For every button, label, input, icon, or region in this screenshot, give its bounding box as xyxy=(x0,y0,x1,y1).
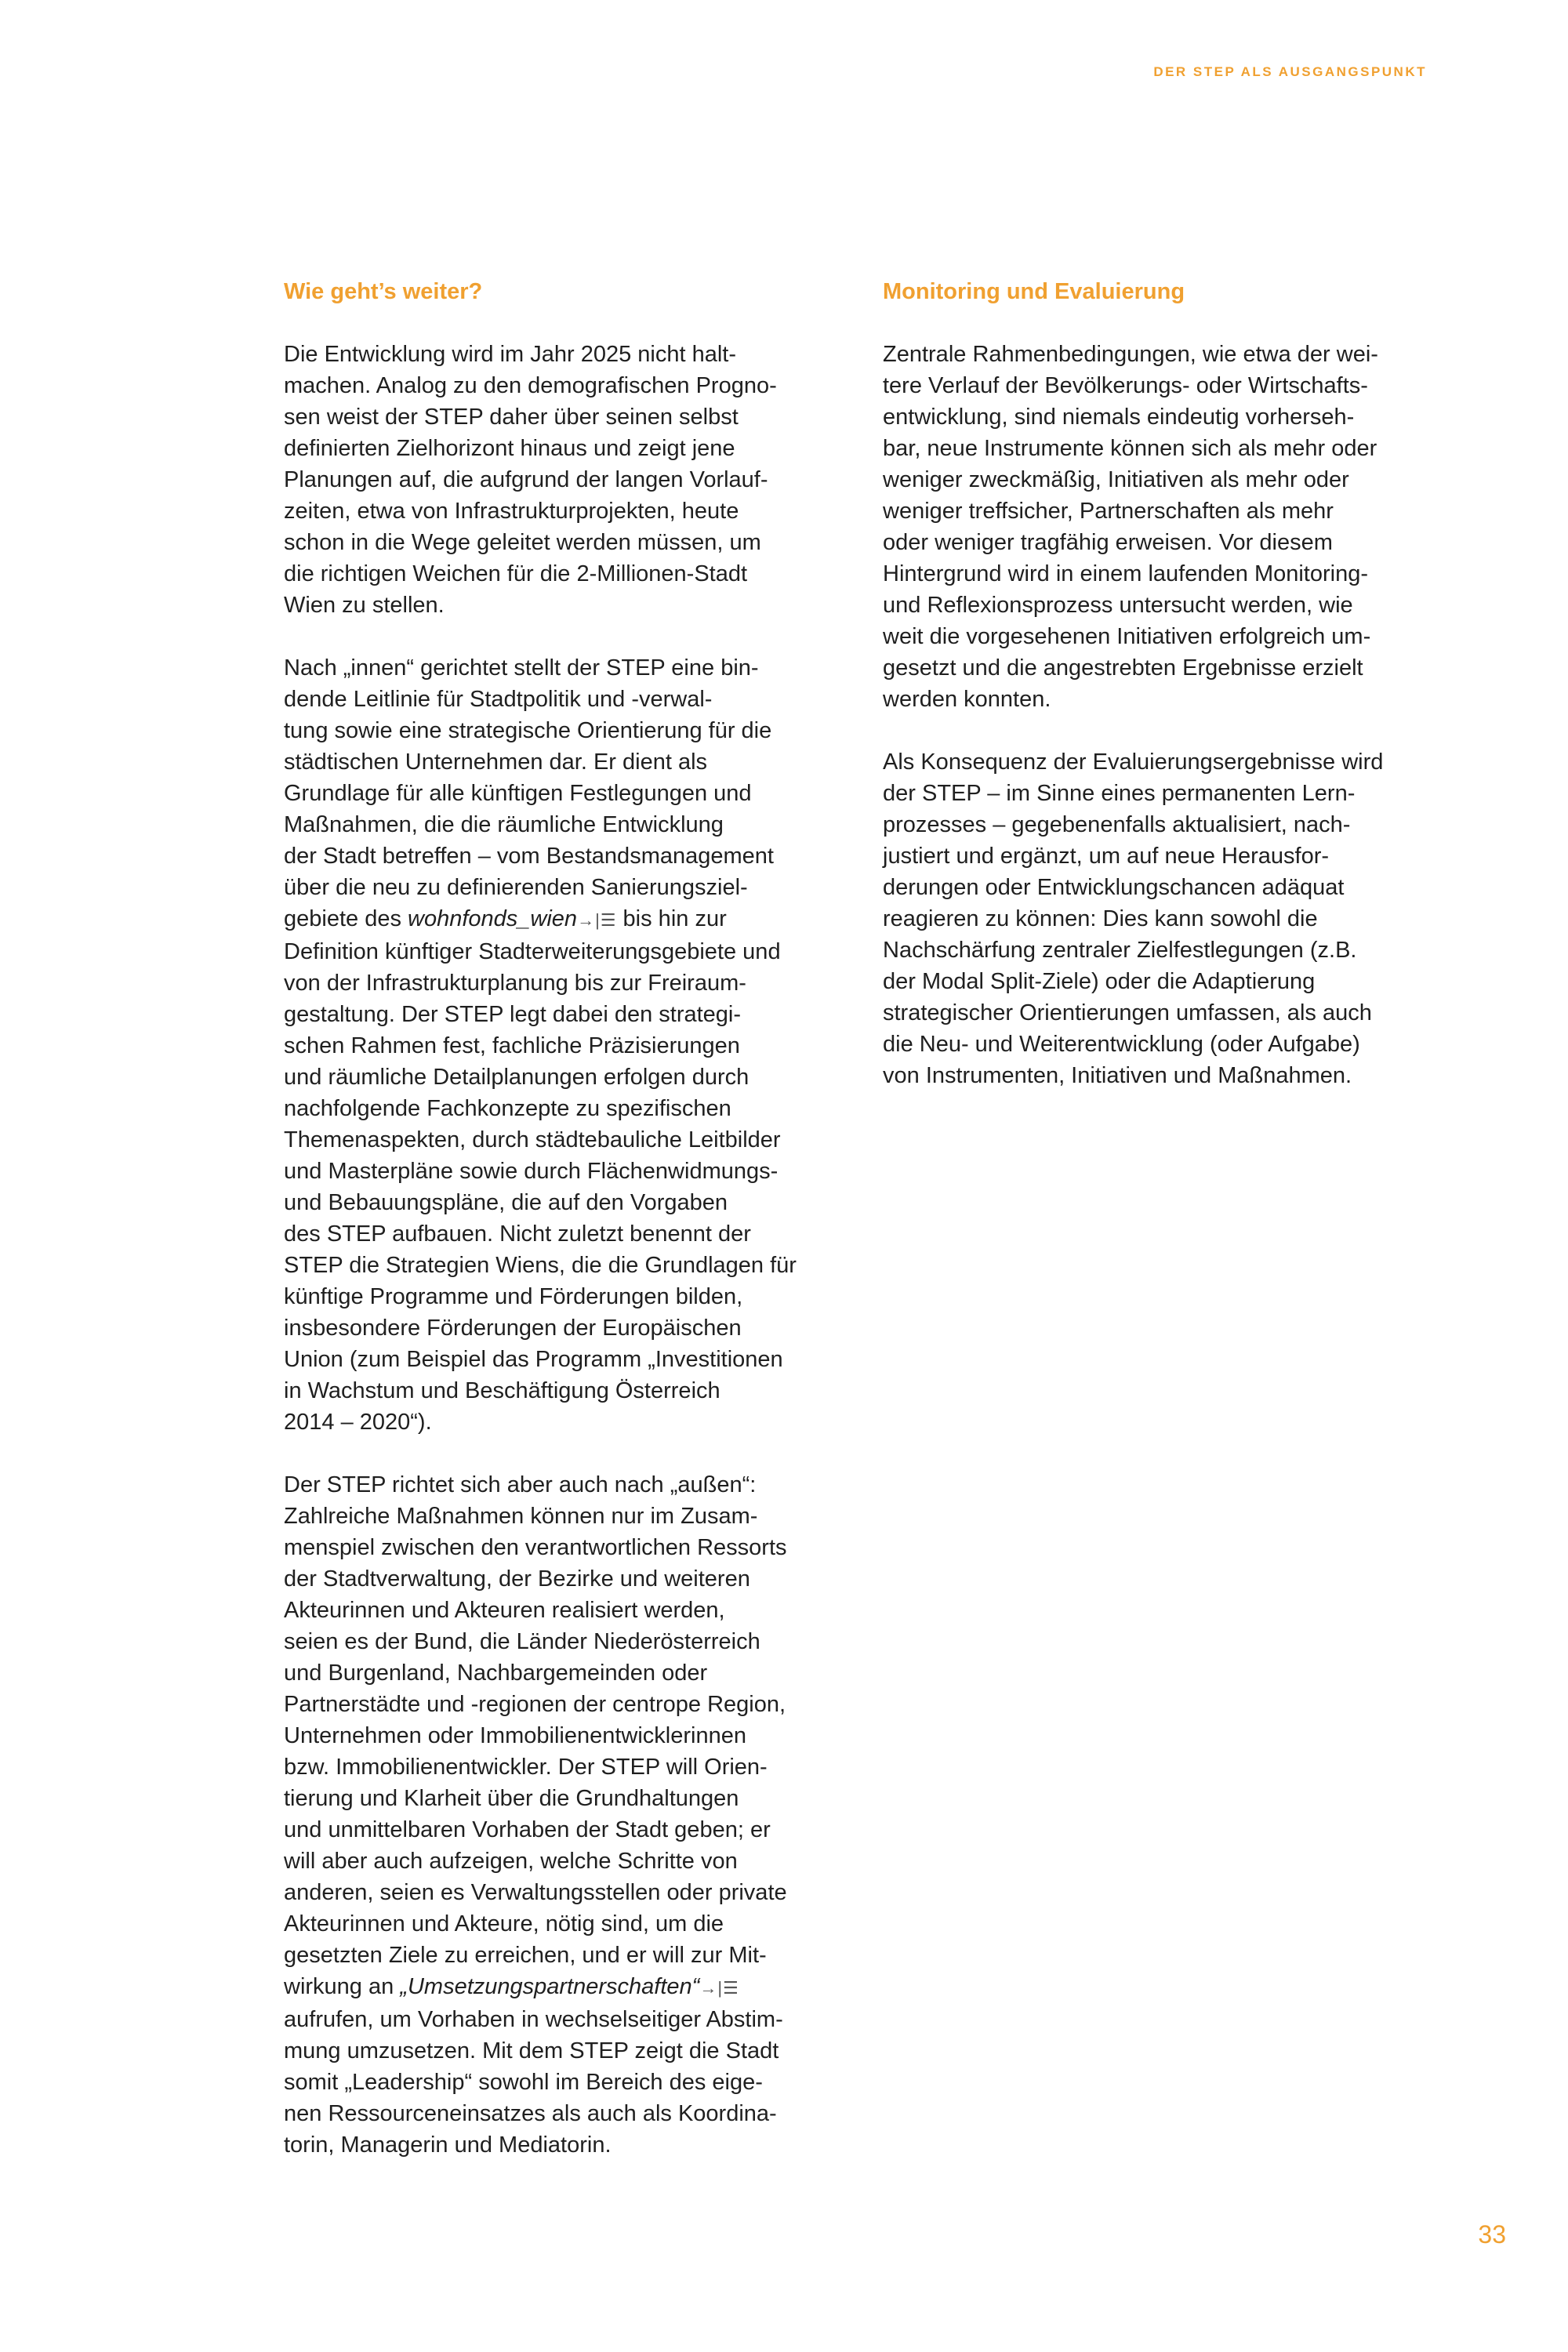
text-line: justiert und ergänzt, um auf neue Herausfor- xyxy=(883,844,1330,869)
text-line: seien es der Bund, die Länder Niederösterreich xyxy=(284,1629,760,1654)
paragraph-outward-part-a xyxy=(284,1469,848,1971)
text-line: werden konnten. xyxy=(883,687,1051,712)
left-column xyxy=(284,276,848,2192)
text-line: torin, Managerin und Mediatorin. xyxy=(284,2132,612,2158)
text-line: oder weniger tragfähig erweisen. Vor diesem xyxy=(883,530,1333,555)
text-line: Partnerstädte und -regionen der centrope Region, xyxy=(284,1692,786,1717)
page-number: 33 xyxy=(1478,2220,1506,2249)
text-line: der Stadtverwaltung, der Bezirke und weiteren xyxy=(284,1566,750,1592)
text-line: weit die vorgesehenen Initiativen erfolgreich um- xyxy=(883,624,1371,649)
text-line: von der Infrastrukturplanung bis zur Freiraum- xyxy=(284,971,746,996)
text-line: reagieren zu können: Dies kann sowohl die xyxy=(883,906,1318,931)
reference-prefix-text: gebiete des xyxy=(284,906,408,931)
text-line: tung sowie eine strategische Orientierung für die xyxy=(284,718,772,743)
paragraph-inward-part-a xyxy=(284,652,848,903)
text-line: und unmittelbaren Vorhaben der Stadt geben; er xyxy=(284,1817,771,1842)
text-line: Definition künftiger Stadterweiterungsgebiete und xyxy=(284,939,781,964)
paragraph-inward-orientation xyxy=(284,652,848,1438)
paragraph-evaluation-consequences xyxy=(883,746,1447,1091)
text-line: nen Ressourceneinsatzes als auch als Koordina- xyxy=(284,2101,777,2126)
right-column xyxy=(883,276,1447,1123)
cross-reference-icon[interactable]: →|☰ xyxy=(577,910,617,930)
text-line: und Bebauungspläne, die auf den Vorgaben xyxy=(284,1190,728,1215)
reference-prefix-text: wirkung an xyxy=(284,1974,401,1999)
text-line: prozesses – gegebenenfalls aktualisiert, nach- xyxy=(883,812,1351,837)
text-line: Zentrale Rahmenbedingungen, wie etwa der wei- xyxy=(883,342,1378,367)
text-line: Union (zum Beispiel das Programm „Investitionen xyxy=(284,1347,783,1372)
text-line: der Stadt betreffen – vom Bestandsmanagement xyxy=(284,844,774,869)
text-line: Zahlreiche Maßnahmen können nur im Zusam- xyxy=(284,1504,758,1529)
text-line: schen Rahmen fest, fachliche Präzisierungen xyxy=(284,1033,740,1058)
text-line: Die Entwicklung wird im Jahr 2025 nicht halt- xyxy=(284,342,737,367)
text-line: derungen oder Entwicklungschancen adäquat xyxy=(883,875,1345,900)
text-line: dende Leitlinie für Stadtpolitik und -verwal- xyxy=(284,687,713,712)
text-line: gesetzten Ziele zu erreichen, und er will zur Mit- xyxy=(284,1943,767,1968)
paragraph-outward-part-b xyxy=(284,2004,848,2161)
text-line: Akteurinnen und Akteure, nötig sind, um die xyxy=(284,1911,724,1936)
text-line: Akteurinnen und Akteuren realisiert werden, xyxy=(284,1598,725,1623)
text-line: städtischen Unternehmen dar. Er dient als xyxy=(284,750,708,775)
reference-line-wohnfonds xyxy=(284,903,848,936)
text-line: bzw. Immobilienentwickler. Der STEP will Orien- xyxy=(284,1755,768,1780)
text-line: weniger zweckmäßig, Initiativen als mehr oder xyxy=(883,467,1349,492)
text-line: Hintergrund wird in einem laufenden Monitoring- xyxy=(883,561,1368,586)
text-line: und Masterpläne sowie durch Flächenwidmungs- xyxy=(284,1159,779,1184)
text-line: definierten Zielhorizont hinaus und zeigt jene xyxy=(284,436,735,461)
text-line: zeiten, etwa von Infrastrukturprojekten, heute xyxy=(284,499,739,524)
text-line: will aber auch aufzeigen, welche Schritte von xyxy=(284,1849,738,1874)
paragraph-monitoring xyxy=(883,339,1447,715)
text-line: Grundlage für alle künftigen Festlegungen und xyxy=(284,781,752,806)
text-line: gesetzt und die angestrebten Ergebnisse erzielt xyxy=(883,655,1363,681)
paragraph-outward-orientation xyxy=(284,1469,848,2161)
text-line: tere Verlauf der Bevölkerungs- oder Wirtschafts- xyxy=(883,373,1368,398)
text-line: künftige Programme und Förderungen bilden, xyxy=(284,1284,743,1309)
reference-line-umsetzungspartnerschaften xyxy=(284,1971,848,2004)
text-line: in Wachstum und Beschäftigung Österreich xyxy=(284,1378,720,1403)
section-title-wie-gehts-weiter: Wie geht’s weiter? xyxy=(284,279,483,304)
text-line: schon in die Wege geleitet werden müssen, um xyxy=(284,530,761,555)
text-line: gestaltung. Der STEP legt dabei den strategi- xyxy=(284,1002,742,1027)
text-line: STEP die Strategien Wiens, die die Grundlagen für xyxy=(284,1253,797,1278)
paragraph-outlook xyxy=(284,339,848,621)
text-line: weniger treffsicher, Partnerschaften als mehr xyxy=(883,499,1334,524)
text-line: insbesondere Förderungen der Europäischen xyxy=(284,1316,742,1341)
cross-reference-icon[interactable]: →|☰ xyxy=(699,1978,739,1998)
text-line: entwicklung, sind niemals eindeutig vorherseh- xyxy=(883,405,1355,430)
section-title-monitoring: Monitoring und Evaluierung xyxy=(883,279,1185,304)
text-line: die richtigen Weichen für die 2-Millionen-Stadt xyxy=(284,561,748,586)
text-line: und räumliche Detailplanungen erfolgen durch xyxy=(284,1065,750,1090)
text-line: über die neu zu definierenden Sanierungsziel- xyxy=(284,875,748,900)
text-line: die Neu- und Weiterentwicklung (oder Aufgabe) xyxy=(883,1032,1360,1057)
umsetzungspartnerschaften-reference-term[interactable]: „Umsetzungspartnerschaften“ xyxy=(400,1974,700,1999)
reference-suffix-text: bis hin zur xyxy=(616,906,727,931)
text-line: strategischer Orientierungen umfassen, als auch xyxy=(883,1000,1372,1025)
text-line: von Instrumenten, Initiativen und Maßnahmen. xyxy=(883,1063,1352,1088)
text-line: Nach „innen“ gerichtet stellt der STEP eine bin- xyxy=(284,655,759,681)
text-line: Maßnahmen, die die räumliche Entwicklung xyxy=(284,812,724,837)
text-line: mung umzusetzen. Mit dem STEP zeigt die Stadt xyxy=(284,2038,779,2063)
text-line: menspiel zwischen den verantwortlichen Ressorts xyxy=(284,1535,787,1560)
text-line: machen. Analog zu den demografischen Progno- xyxy=(284,373,777,398)
text-line: Der STEP richtet sich aber auch nach „außen“: xyxy=(284,1472,757,1497)
text-line: der Modal Split-Ziele) oder die Adaptierung xyxy=(883,969,1316,994)
text-line: Planungen auf, die aufgrund der langen Vorlauf- xyxy=(284,467,768,492)
text-line: des STEP aufbauen. Nicht zuletzt benennt der xyxy=(284,1221,751,1247)
text-line: aufrufen, um Vorhaben in wechselseitiger Abstim- xyxy=(284,2007,783,2032)
text-line: Unternehmen oder Immobilienentwicklerinnen xyxy=(284,1723,746,1748)
text-line: und Reflexionsprozess untersucht werden, wie xyxy=(883,593,1353,618)
text-line: Themenaspekten, durch städtebauliche Leitbilder xyxy=(284,1127,781,1152)
text-line: Als Konsequenz der Evaluierungsergebnisse wird xyxy=(883,750,1384,775)
paragraph-inward-part-b xyxy=(284,936,848,1438)
running-header: DER STEP ALS AUSGANGSPUNKT xyxy=(1153,64,1427,79)
text-line: Nachschärfung zentraler Zielfestlegungen (z.B. xyxy=(883,938,1357,963)
text-line: Wien zu stellen. xyxy=(284,593,445,618)
text-line: und Burgenland, Nachbargemeinden oder xyxy=(284,1661,708,1686)
text-line: der STEP – im Sinne eines permanenten Lern- xyxy=(883,781,1356,806)
wohnfonds-wien-reference-term[interactable]: wohnfonds_wien xyxy=(408,906,578,931)
text-line: anderen, seien es Verwaltungsstellen oder private xyxy=(284,1880,787,1905)
text-line: tierung und Klarheit über die Grundhaltungen xyxy=(284,1786,739,1811)
text-line: sen weist der STEP daher über seinen selbst xyxy=(284,405,739,430)
text-line: somit „Leadership“ sowohl im Bereich des eige- xyxy=(284,2070,763,2095)
text-line: bar, neue Instrumente können sich als mehr oder xyxy=(883,436,1377,461)
text-line: nachfolgende Fachkonzepte zu spezifischen xyxy=(284,1096,731,1121)
text-line: 2014 – 2020“). xyxy=(284,1410,432,1435)
